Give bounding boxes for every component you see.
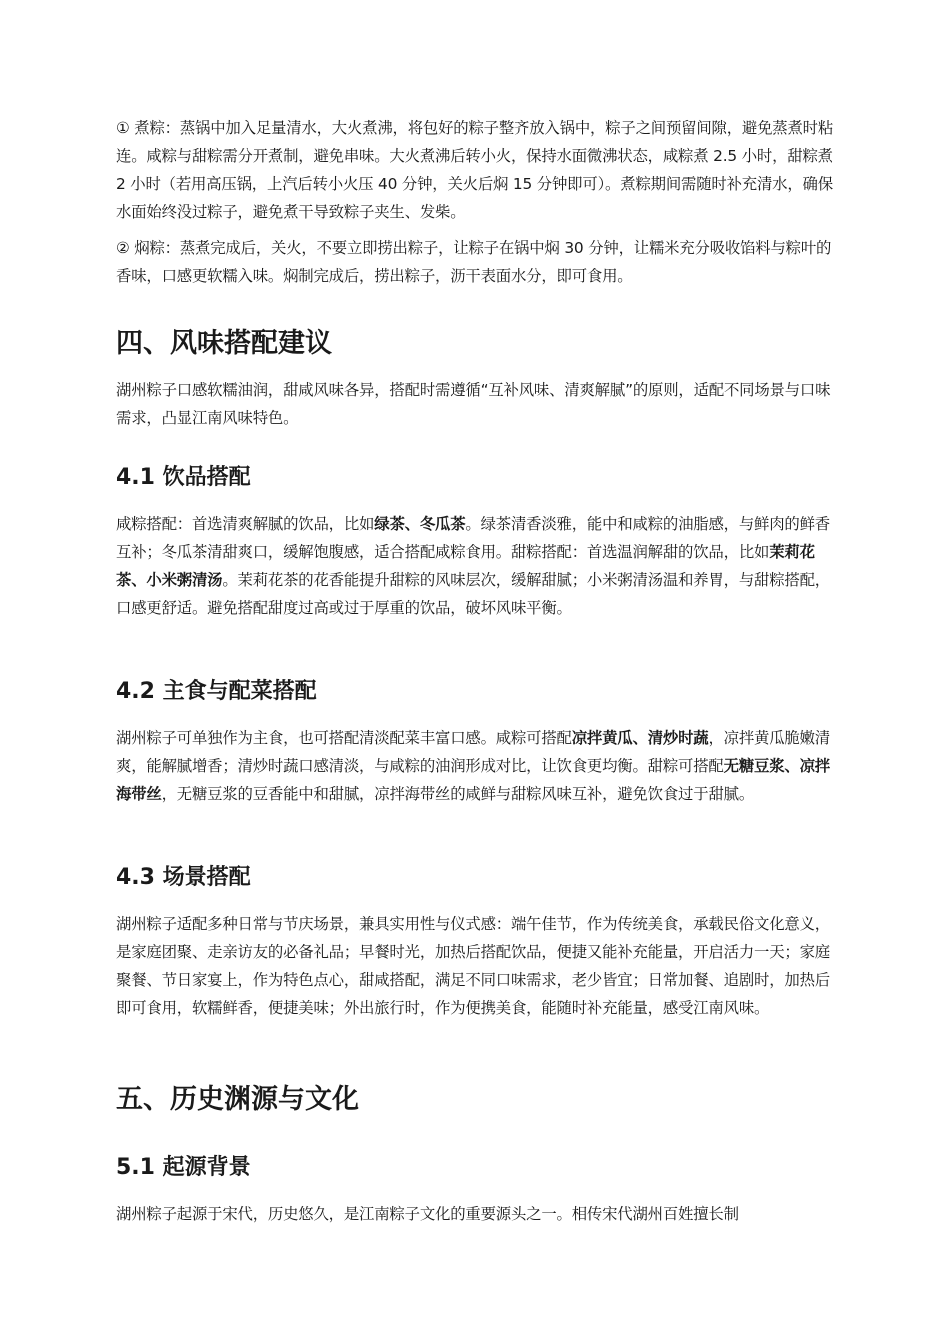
section41-paragraph bbox=[116, 510, 838, 622]
section41-heading: 4.1 饮品搭配 bbox=[116, 465, 251, 490]
bold-text: 茉莉花茶、小米粥清汤 bbox=[116, 543, 815, 589]
section42-paragraph bbox=[116, 724, 838, 808]
step1-paragraph: ① 煮粽：蒸锅中加入足量清水，大火煮沸，将包好的粽子整齐放入锅中，粽子之间预留间隙，避免蒸煮时粘连。咸粽与甜粽需分开煮制，避免串味。大火煮沸后转小火，保持水面微沸状态，咸粽煮 2.5 小时，甜粽煮 2 小时（若用高压锅，上汽后转小火压 40 分钟，关火后焖 15 分钟即可）。煮粽期间需随时补充清水，确保水面始终没过粽子，避免煮干导致粽子夹生、发柴。 bbox=[116, 119, 834, 221]
text-run: ，凉拌黄瓜脆嫩清爽，能解腻增香；清炒时蔬口感清淡，与咸粽的油润形成对比，让饮食更均衡。甜粽可搭配 bbox=[116, 729, 830, 775]
section42-heading: 4.2 主食与配菜搭配 bbox=[116, 679, 317, 704]
step2-paragraph: ② 焖粽：蒸煮完成后，关火，不要立即捞出粽子，让粽子在锅中焖 30 分钟，让糯米充分吸收馅料与粽叶的香味，口感更软糯入味。焖制完成后，捞出粽子，沥干表面水分，即可食用。 bbox=[116, 239, 832, 285]
section51-paragraph: 湖州粽子起源于宋代，历史悠久，是江南粽子文化的重要源头之一。相传宋代湖州百姓擅长制 bbox=[116, 1205, 739, 1223]
section51-heading: 5.1 起源背景 bbox=[116, 1155, 251, 1180]
section43-heading: 4.3 场景搭配 bbox=[116, 865, 251, 890]
section4-heading: 四、风味搭配建议 bbox=[116, 328, 332, 359]
section43-paragraph: 湖州粽子适配多种日常与节庆场景，兼具实用性与仪式感：端午佳节，作为传统美食，承载民俗文化意义，是家庭团聚、走亲访友的必备礼品；早餐时光，加热后搭配饮品，便捷又能补充能量，开启活力一天；家庭聚餐、节日家宴上，作为特色点心，甜咸搭配，满足不同口味需求，老少皆宜；日常加餐、追剧时，加热后即可食用，软糯鲜香，便捷美味；外出旅行时，作为便携美食，能随时补充能量，感受江南风味。 bbox=[116, 915, 830, 1017]
text-run: 湖州粽子可单独作为主食，也可搭配清淡配菜丰富口感。咸粽可搭配 bbox=[116, 729, 572, 747]
text-run: 。绿茶清香淡雅，能中和咸粽的油脂感，与鲜肉的鲜香互补；冬瓜茶清甜爽口，缓解饱腹感，适合搭配咸粽食用。甜粽搭配：首选温润解甜的饮品，比如 bbox=[116, 515, 830, 561]
section5-heading: 五、历史渊源与文化 bbox=[116, 1084, 359, 1115]
bold-text: 无糖豆浆、凉拌海带丝 bbox=[116, 757, 830, 803]
bold-text: 凉拌黄瓜、清炒时蔬 bbox=[571, 729, 709, 747]
bold-text: 绿茶、冬瓜茶 bbox=[374, 515, 466, 533]
text-run: ，无糖豆浆的豆香能中和甜腻，凉拌海带丝的咸鲜与甜粽风味互补，避免饮食过于甜腻。 bbox=[161, 785, 755, 803]
text-run: 咸粽搭配：首选清爽解腻的饮品，比如 bbox=[116, 515, 375, 533]
section4-intro: 湖州粽子口感软糯油润，甜咸风味各异，搭配时需遵循“互补风味、清爽解腻”的原则，适配不同场景与口味需求，凸显江南风味特色。 bbox=[116, 381, 831, 427]
text-run: 。茉莉花茶的花香能提升甜粽的风味层次，缓解甜腻；小米粥清汤温和养胃，与甜粽搭配，口感更舒适。避免搭配甜度过高或过于厚重的饮品，破坏风味平衡。 bbox=[116, 571, 830, 617]
